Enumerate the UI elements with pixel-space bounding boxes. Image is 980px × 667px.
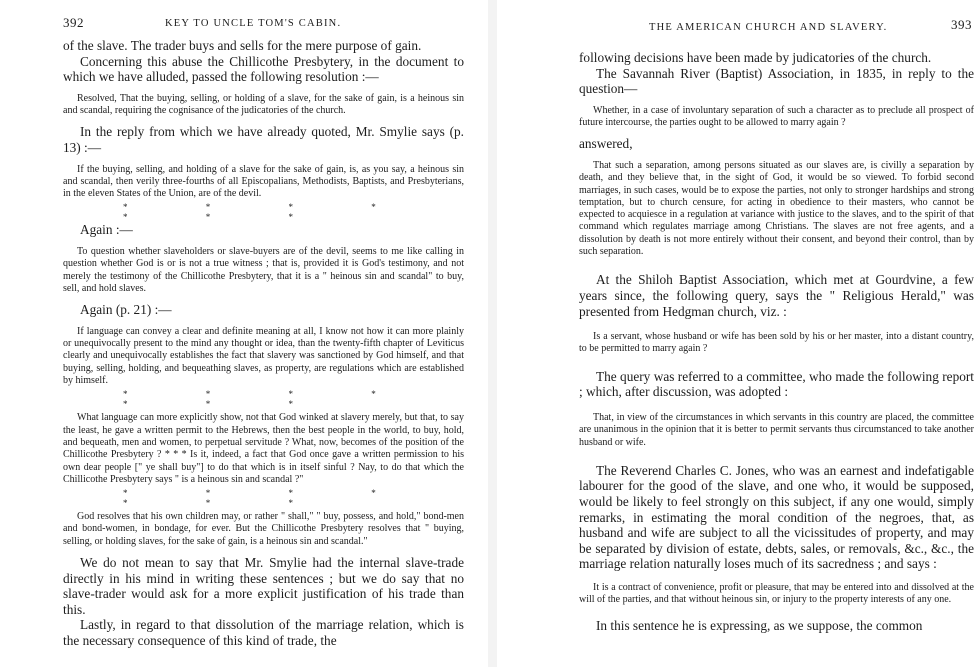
ellipsis-stars: * * * * * * * bbox=[123, 389, 414, 410]
extract-answer: That such a separation, among persons situated as our slaves are, is civilly a separation by death, and they believe that, in the sight of God, it would be so viewed. To forbid second marriages, in such cases, would be to expose the parties, not only to stronger hardships and strong temptation, but to church censure, for acting in obedience to their masters, who cannot be expected to acquiesce in a regulation at variance with justice to the slaves, and to the spirit of that command which regulates marriage among Christians. The slaves are not free agents, and a dissolution by death is not more entirely without their consent, and beyond their control, than by such separation. bbox=[579, 159, 974, 258]
paragraph: We do not mean to say that Mr. Smylie had the internal slave-trade directly in his mind in writing these sentences ; but we do say that no slave-trader would ask for a more explicit justification of his trade than this. bbox=[63, 554, 464, 617]
paragraph: The Reverend Charles C. Jones, who was an earnest and indefatigable labourer for the good of the slave, and one who, it would be supposed, would be likely to feel strongly on this subject, if any one would, simply remarks, in estimating the moral condition of the negroes, that, as husband and wife are subject to all the vicissitudes of property, and may be separated by division of estate, debts, sales, or removals, &c., &c., the marriage relation naturally loses much of its sacredness ; and says : bbox=[579, 462, 974, 572]
left-page-number: 392 bbox=[63, 15, 84, 30]
right-running-title: THE AMERICAN CHURCH AND SLAVERY. bbox=[649, 22, 888, 33]
ellipsis-stars: * * * * * * * bbox=[123, 202, 414, 223]
left-page bbox=[0, 0, 488, 667]
extract-quote: If language can convey a clear and definite meaning at all, I know not how it can more plainly or unequivocally present to the mind any thought or idea, than the twenty-fifth chapter of Leviticus clearly and unequivocally establishes the fact that slavery was sanctioned by God himself, and that buying, selling, holding, and bequeathing slaves, as property, are regulations which are established by himself. bbox=[63, 325, 464, 387]
extract-quote: To question whether slaveholders or slave-buyers are of the devil, seems to me like calling in question whether God is or is not a true witness ; that is, provided it is God's testimony, and not merely the testimony of the Chillicothe Presbytery, that it is a " heinous sin and scandal" to buy, sell, and hold slaves. bbox=[63, 246, 464, 294]
extract-jones-quote: It is a contract of convenience, profit or pleasure, that may be entered into and dissolved at the will of the parties, and that without heinous sin, or injury to the property interests of any one. bbox=[579, 581, 974, 606]
paragraph: In the reply from which we have already quoted, Mr. Smylie says (p. 13) :— bbox=[63, 124, 464, 155]
paragraph: following decisions have been made by judicatories of the church. bbox=[579, 50, 932, 65]
left-running-title: KEY TO UNCLE TOM'S CABIN. bbox=[165, 18, 342, 29]
book-gutter bbox=[488, 0, 497, 667]
paragraph: The Savannah River (Baptist) Association, in 1835, in reply to the question— bbox=[579, 65, 974, 97]
extract-quote: God resolves that his own children may, or rather " shall," " buy, possess, and hold," bond-men and bond-women, in bondage, for ever. But the Chillicothe Presbytery resolves that " buying, selling, or holding slaves, for the sake of gain, is a heinous sin and scandal." bbox=[63, 511, 464, 547]
extract-resolution: Resolved, That the buying, selling, or holding of a slave, for the sake of gain, is a heinous sin and scandal, requiring the cognisance of the judicatories of the church. bbox=[63, 92, 464, 117]
again-label: Again (p. 21) :— bbox=[80, 302, 172, 318]
right-page bbox=[497, 0, 980, 667]
paragraph: of the slave. The trader buys and sells for the mere purpose of gain. bbox=[63, 38, 422, 53]
paragraph: Concerning this abuse the Chillicothe Presbytery, in the document to which we have alluded, passed the following resolution :— bbox=[63, 53, 464, 85]
answered-label: answered, bbox=[579, 136, 633, 152]
extract-question: Whether, in a case of involuntary separation of such a character as to preclude all prospect of future intercourse, the parties ought to be allowed to marry again ? bbox=[579, 104, 974, 129]
extract-query: Is a servant, whose husband or wife has been sold by his or her master, into a distant country, to be permitted to marry again ? bbox=[579, 331, 974, 355]
again-label: Again :— bbox=[80, 222, 133, 238]
extract-quote: If the buying, selling, and holding of a slave for the sake of gain, is, as you say, a heinous sin and scandal, then verily three-fourths of all Episcopalians, Methodists, Baptists, and Presbyterians, in the eleven States of the Union, are of the devil. bbox=[63, 163, 464, 200]
left-running-head bbox=[63, 15, 464, 38]
right-running-head bbox=[579, 17, 974, 40]
right-page-number: 393 bbox=[951, 17, 972, 32]
ellipsis-stars: * * * * * * * bbox=[123, 488, 414, 509]
extract-quote: What language can more explicitly show, not that God winked at slavery merely, but that, to say the least, he gave a written permit to the Hebrews, then the best people in the world, to buy, hold, and bequeath, men and women, to perpetual servitude ? What, now, becomes of the position of the Chillicothe Presbytery ? * * * Is it, indeed, a fact that God once gave a written permission to his own dear people [" ye shall buy"] to do that which is in itself sinful ? Nay, to do that which the Chillicothe Presbytery says " is a heinous sin and scandal ?" bbox=[63, 412, 464, 485]
extract-report: That, in view of the circumstances in which servants in this country are placed, the committee are unanimous in the opinion that it is better to permit servants thus circumstanced to take another husband or wife. bbox=[579, 411, 974, 448]
paragraph: At the Shiloh Baptist Association, which met at Gourdvine, a few years since, the following query, says the " Religious Herald," was presented from Hedgman church, viz. : bbox=[579, 272, 974, 319]
paragraph: Lastly, in regard to that dissolution of the marriage relation, which is the necessary consequence of this kind of trade, the bbox=[63, 617, 464, 648]
paragraph: The query was referred to a committee, who made the following report ; which, after discussion, was adopted : bbox=[579, 368, 974, 400]
paragraph: In this sentence he is expressing, as we suppose, the common bbox=[596, 617, 923, 633]
